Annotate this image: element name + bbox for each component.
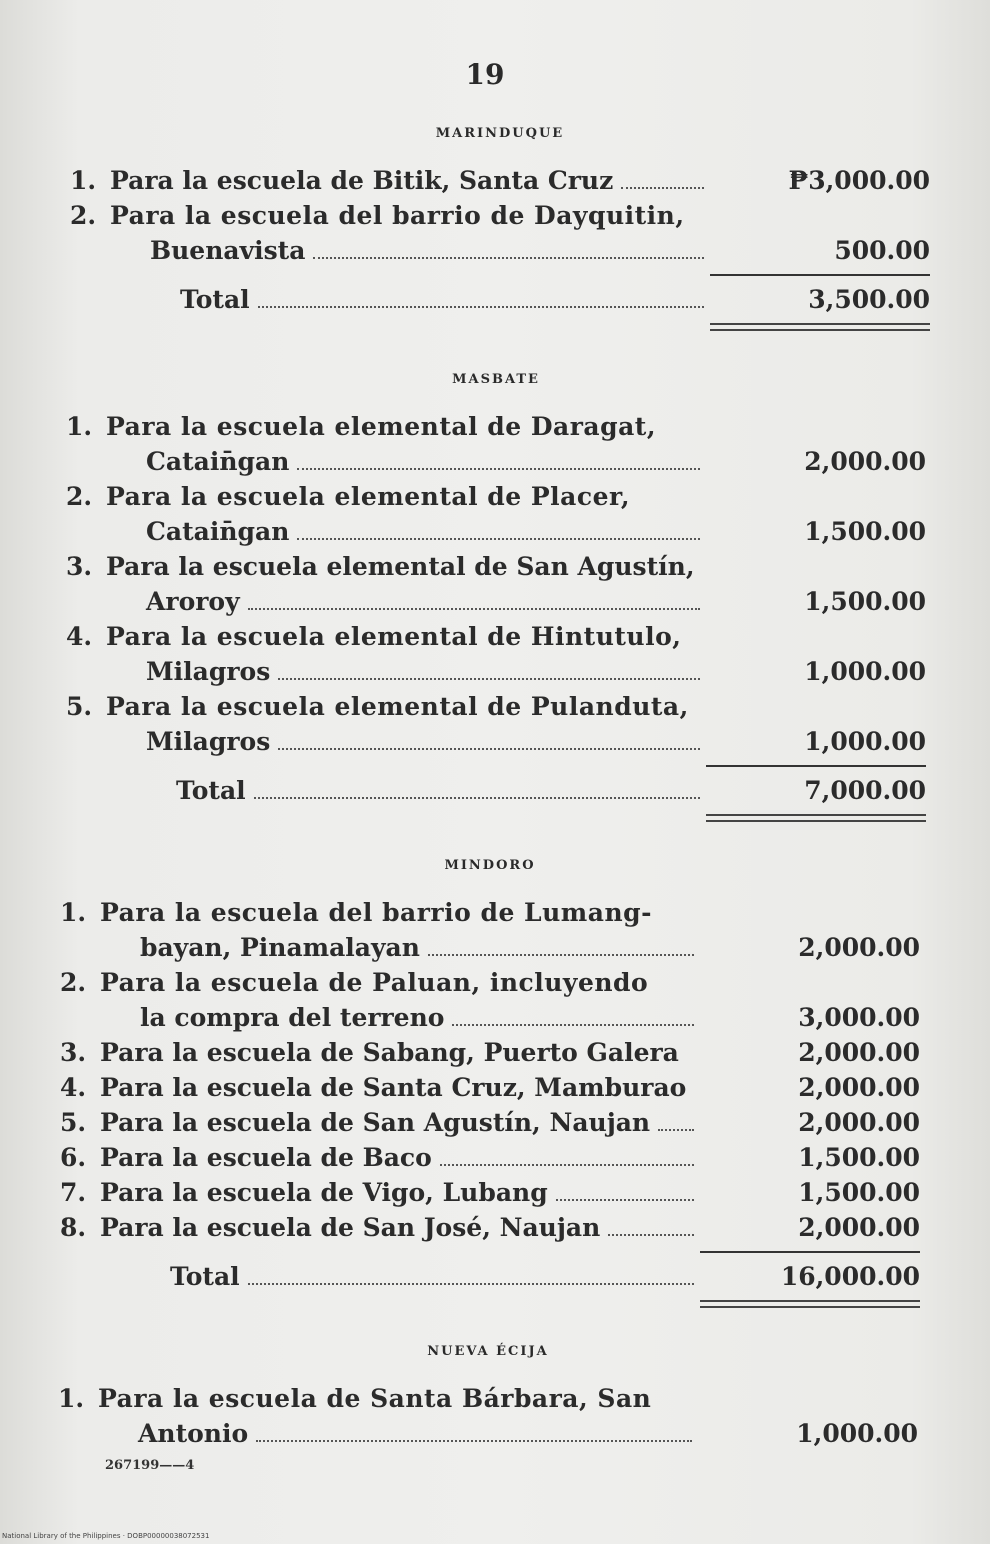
item-amount: 2,000.00 [804,447,926,476]
item-amount: 2,000.00 [798,1108,920,1137]
item-amount: 3,000.00 [798,1003,920,1032]
item-label: Para la escuela elemental de Placer, [106,482,631,511]
item-label: Catain̄gan [146,447,290,476]
item-number: 3. [66,552,93,581]
item-label: Milagros [146,657,271,686]
item-label: Para la escuela de San José, Naujan [100,1213,601,1242]
list-item [70,198,930,233]
item-label: Para la escuela de Baco [100,1143,432,1172]
subtotal-rule [700,1251,920,1253]
list-item [60,1175,920,1210]
list-item-continuation [70,233,930,268]
section-heading: MINDORO [444,858,536,873]
dot-leader [297,468,700,470]
dot-leader [297,538,700,540]
list-item-continuation [66,724,926,759]
total-row [60,1259,920,1294]
item-amount: 500.00 [834,236,930,265]
item-label: Catain̄gan [146,517,290,546]
list-item [60,1140,920,1175]
list-item-continuation [66,444,926,479]
list-item [60,895,920,930]
item-amount: 1,000.00 [804,727,926,756]
item-number: 8. [60,1213,87,1242]
item-label: Para la escuela de San Agustín, Naujan [100,1108,651,1137]
print-code: 267199——4 [105,1458,195,1473]
item-amount: 1,000.00 [804,657,926,686]
item-label: Para la escuela de Sabang, Puerto Galera [100,1038,679,1067]
item-number: 1. [58,1384,85,1413]
section-mindoro [60,858,920,1314]
dot-leader [248,608,700,610]
list-item-continuation [66,654,926,689]
section-heading: MASBATE [452,372,540,387]
total-amount: 16,000.00 [780,1262,920,1291]
item-amount: 1,000.00 [796,1419,918,1448]
item-label: Para la escuela de Paluan, incluyendo [100,968,649,997]
list-item-continuation [66,584,926,619]
dot-leader [248,1283,694,1285]
item-amount: 2,000.00 [798,933,920,962]
item-number: 5. [66,692,93,721]
list-item [66,549,926,584]
list-item [58,1381,918,1416]
item-number: 4. [60,1073,87,1102]
total-label: Total [170,1262,240,1291]
section-nueva-ecija [58,1344,918,1451]
list-item [66,479,926,514]
total-label: Total [176,776,246,805]
item-label: bayan, Pinamalayan [140,933,420,962]
item-number: 7. [60,1178,87,1207]
total-amount: 7,000.00 [804,776,926,805]
section-masbate [66,372,926,828]
item-label: Para la escuela del barrio de Dayquitin, [110,201,685,230]
list-item-continuation [66,514,926,549]
item-label: Para la escuela de Vigo, Lubang [100,1178,548,1207]
subtotal-rule [710,274,930,276]
item-label: Aroroy [146,587,240,616]
dot-leader [278,748,700,750]
dot-leader [256,1440,692,1442]
list-item [70,163,930,198]
item-number: 1. [60,898,87,927]
item-number: 1. [70,166,97,195]
section-marinduque [70,126,930,337]
total-double-rule [706,814,926,822]
item-amount: 2,000.00 [798,1073,920,1102]
item-label: Para la escuela del barrio de Lumang- [100,898,652,927]
item-amount: 2,000.00 [798,1038,920,1067]
item-label: Milagros [146,727,271,756]
dot-leader [608,1234,694,1236]
dot-leader [278,678,700,680]
item-amount: 1,500.00 [798,1178,920,1207]
dot-leader [254,797,700,799]
subtotal-rule [706,765,926,767]
item-amount: 1,500.00 [804,587,926,616]
list-item [60,1105,920,1140]
total-label: Total [180,285,250,314]
scan-credit: National Library of the Philippines · DOBP00000038072531 [2,1532,210,1540]
list-item-continuation [60,1000,920,1035]
list-item-continuation [58,1416,918,1451]
item-amount: 1,500.00 [798,1143,920,1172]
item-number: 5. [60,1108,87,1137]
item-amount: 1,500.00 [804,517,926,546]
dot-leader [452,1024,694,1026]
item-number: 3. [60,1038,87,1067]
item-label: Antonio [138,1419,249,1448]
item-label: Para la escuela elemental de Daragat, [106,412,657,441]
item-number: 2. [70,201,97,230]
dot-leader [621,187,704,189]
section-heading: NUEVA ÉCIJA [427,1344,549,1359]
page-number: 19 [465,58,505,91]
item-label: Para la escuela elemental de San Agustín, [106,552,695,581]
item-label: Para la escuela de Santa Bárbara, San [98,1384,652,1413]
item-amount: 2,000.00 [798,1213,920,1242]
item-label: Para la escuela elemental de Hintutulo, [106,622,682,651]
total-double-rule [700,1300,920,1308]
total-row [66,773,926,808]
item-label: Para la escuela de Bitik, Santa Cruz [110,166,614,195]
item-label: Para la escuela elemental de Pulanduta, [106,692,689,721]
section-heading: MARINDUQUE [435,126,565,141]
item-number: 6. [60,1143,87,1172]
list-item [66,409,926,444]
dot-leader [556,1199,694,1201]
total-double-rule [710,323,930,331]
list-item [66,689,926,724]
dot-leader [428,954,694,956]
list-item [60,1070,920,1105]
dot-leader [440,1164,694,1166]
list-item [60,1035,920,1070]
item-number: 2. [60,968,87,997]
item-label: la compra del terreno [140,1003,445,1032]
list-item [60,1210,920,1245]
list-item [60,965,920,1000]
item-number: 1. [66,412,93,441]
item-label: Para la escuela de Santa Cruz, Mamburao [100,1073,687,1102]
item-number: 2. [66,482,93,511]
list-item-continuation [60,930,920,965]
total-amount: 3,500.00 [808,285,930,314]
list-item [66,619,926,654]
dot-leader [258,306,704,308]
item-amount: ₱3,000.00 [788,166,930,195]
dot-leader [658,1129,694,1131]
item-label: Buenavista [150,236,306,265]
total-row [70,282,930,317]
item-number: 4. [66,622,93,651]
dot-leader [313,257,704,259]
